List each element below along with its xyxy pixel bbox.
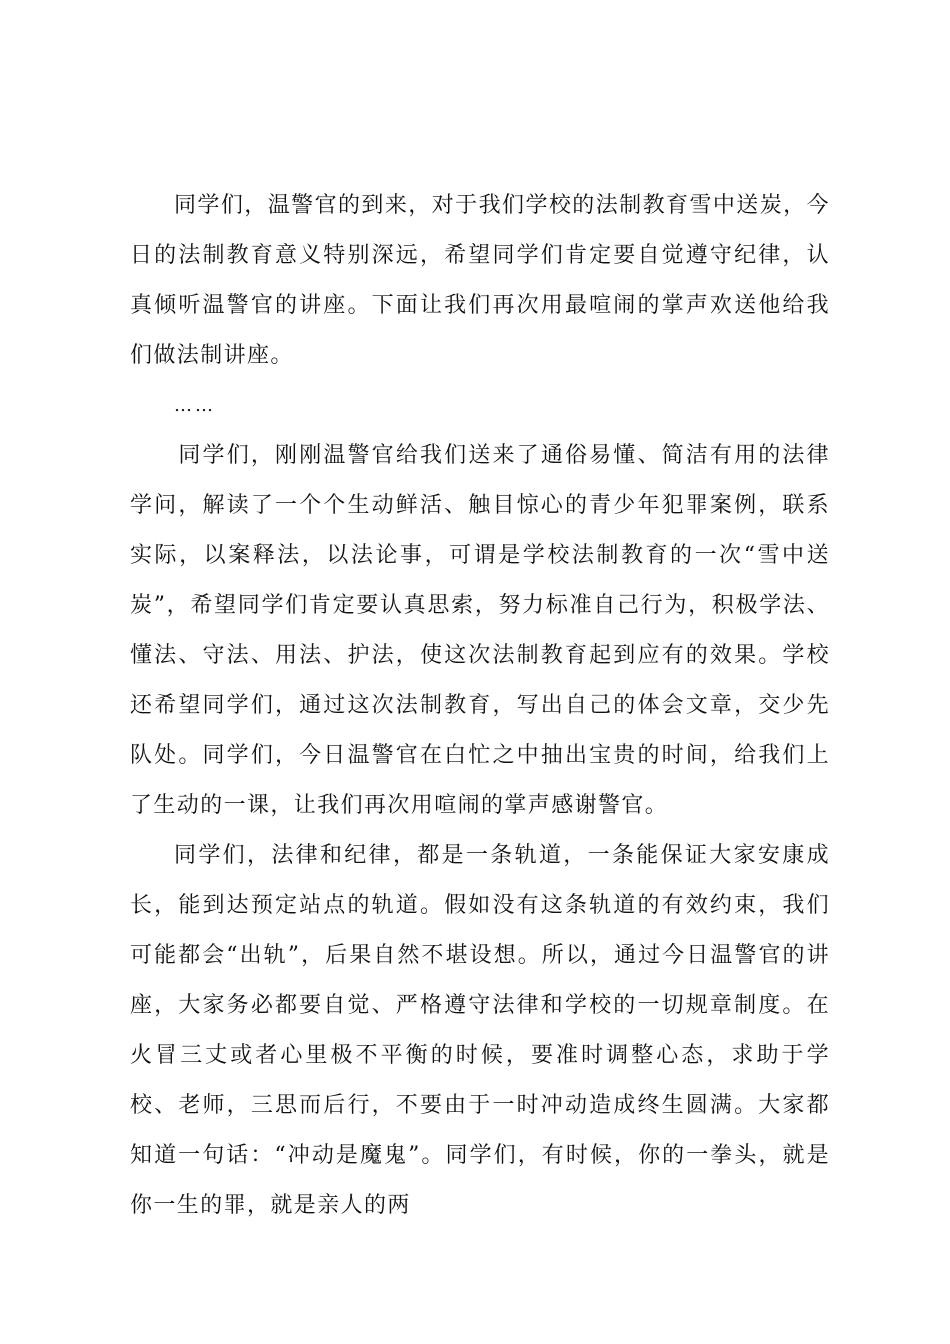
paragraph-welcome-speech: 同学们，温警官的到来，对于我们学校的法制教育雪中送炭，今日的法制教育意义特别深远，希望同学们肯定要自觉遵守纪律，认真倾听温警官的讲座。下面让我们再次用最喧闹的掌声欢送他给我们做法制讲座。 bbox=[130, 193, 830, 368]
paragraph-ellipsis: …… bbox=[174, 395, 216, 416]
paragraph-thanks-speech: 同学们，刚刚温警官给我们送来了通俗易懂、简洁有用的法律学问，解读了一个个生动鲜活、触目惊心的青少年犯罪案例，联系实际，以案释法，以法论事，可谓是学校法制教育的一次“雪中送炭”，希望同学们肯定要认真思索，努力标准自己行为，积极学法、懂法、守法、用法、护法，使这次法制教育起到应有的效果。学校还希望同学们，通过这次法制教育，写出自己的体会文章，交少先队处。同学们，今日温警官在白忙之中抽出宝贵的时间，给我们上了生动的一课，让我们再次用喧闹的掌声感谢警官。 bbox=[130, 443, 830, 818]
document-body bbox=[130, 181, 830, 1231]
paragraph-law-discipline: 同学们，法律和纪律，都是一条轨道，一条能保证大家安康成长，能到达预定站点的轨道。假如没有这条轨道的有效约束，我们可能都会“出轨”，后果自然不堪设想。所以，通过今日温警官的讲座，大家务必都要自觉、严格遵守法律和学校的一切规章制度。在火冒三丈或者心里极不平衡的时候，要准时调整心态，求助于学校、老师，三思而后行，不要由于一时冲动造成终生圆满。大家都知道一句话：“冲动是魔鬼”。同学们，有时候，你的一拳头，就是你一生的罪，就是亲人的两 bbox=[130, 843, 830, 1218]
